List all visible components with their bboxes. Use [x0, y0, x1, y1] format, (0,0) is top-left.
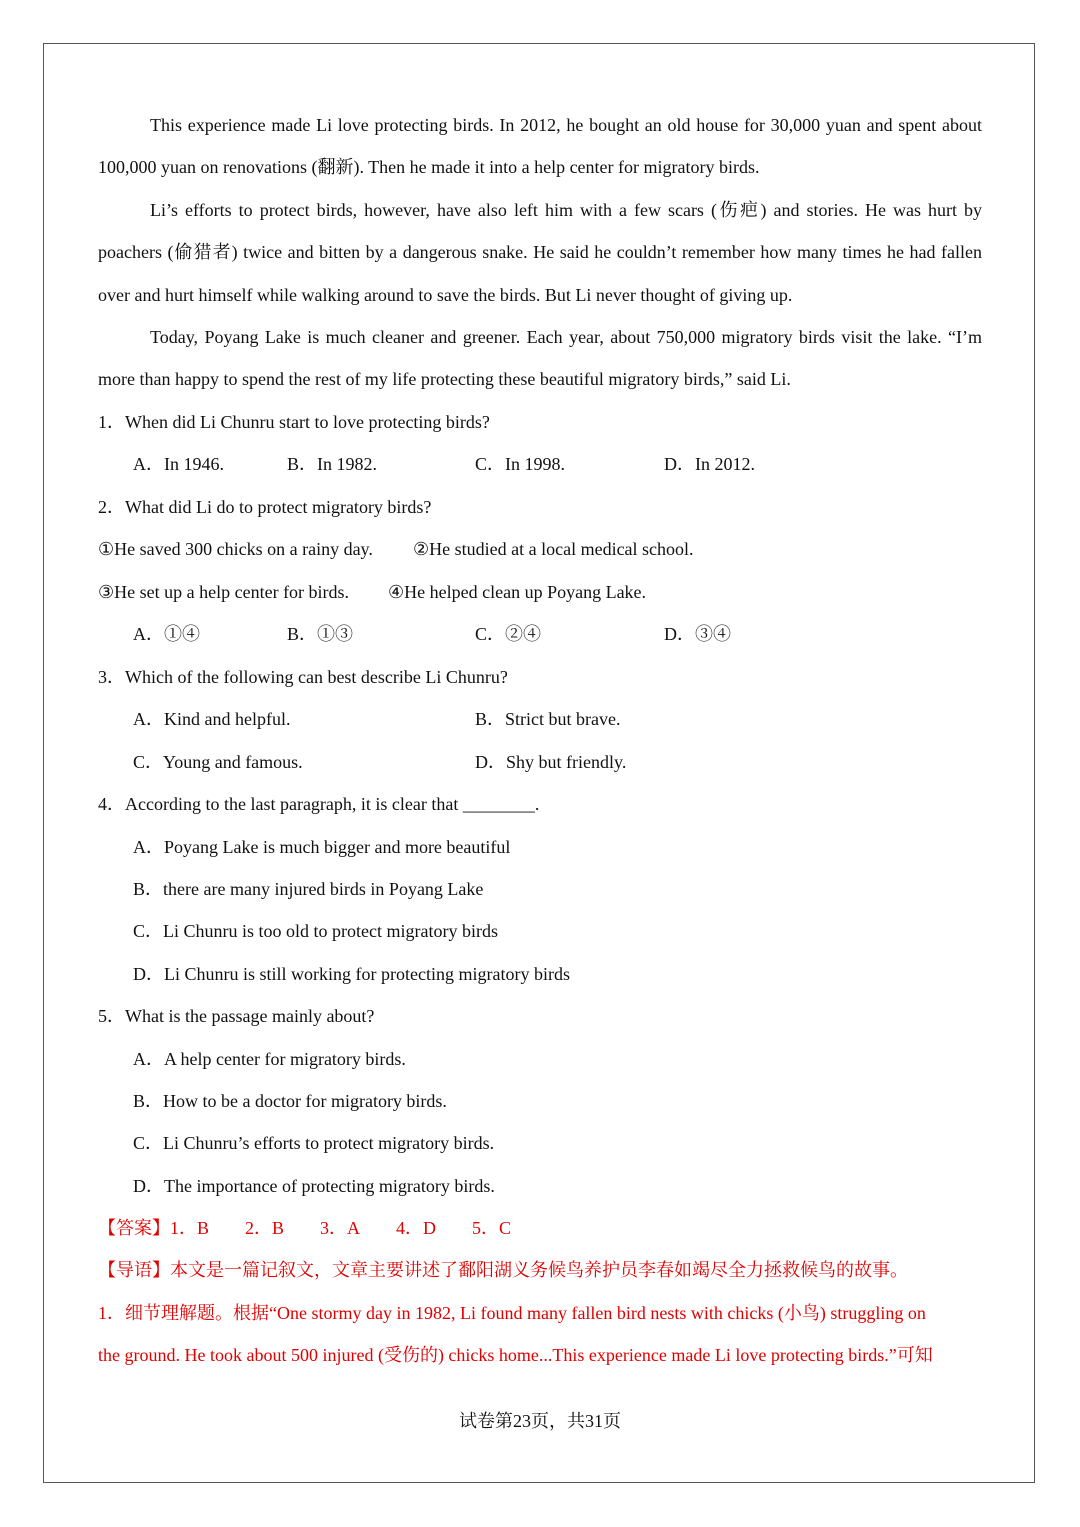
q2-option-a: A．①④: [133, 624, 200, 644]
q5-option-d: D．The importance of protecting migratory birds.: [133, 1176, 495, 1196]
question-5: 5．What is the passage mainly about?: [98, 1006, 375, 1026]
answer-line: [98, 1217, 511, 1239]
q5-option-a: A．A help center for migratory birds.: [133, 1049, 406, 1069]
question-1: 1．When did Li Chunru start to love protecting birds?: [98, 412, 490, 432]
q4-option-d: D．Li Chunru is still working for protecting migratory birds: [133, 964, 570, 984]
guide-text: 【导语】本文是一篇记叙文，文章主要讲述了鄱阳湖义务候鸟养护员李春如竭尽全力拯救候鸟的故事。: [98, 1260, 908, 1280]
question-2: 2．What did Li do to protect migratory birds?: [98, 497, 432, 517]
answer-2: 2．B: [245, 1218, 285, 1238]
q2-option-b: B．①③: [287, 624, 354, 644]
page-footer: 试卷第23页，共31页: [459, 1411, 621, 1431]
q2-option-c: C．②④: [475, 624, 542, 644]
q4-option-c: C．Li Chunru is too old to protect migratory birds: [133, 921, 498, 941]
passage-paragraph-3: Today, Poyang Lake is much cleaner and greener. Each year, about 750,000 migratory birds visit the lake. “I’m more than happy to spend the rest of my life protecting these beautiful migratory birds,” said Li.: [98, 327, 982, 390]
answer-3: 3．A: [320, 1218, 361, 1238]
q2-statement-2: ②He studied at a local medical school.: [413, 539, 694, 559]
q1-option-a: A．In 1946.: [133, 454, 224, 474]
q2-statement-1: ①He saved 300 chicks on a rainy day.: [98, 539, 373, 559]
explanation-line-2: the ground. He took about 500 injured (受伤的) chicks home...This experience made Li love protecting birds.”可知: [98, 1345, 933, 1365]
answer-5: 5．C: [472, 1218, 512, 1238]
answer-4: 4．D: [396, 1218, 437, 1238]
q2-statement-4: ④He helped clean up Poyang Lake.: [388, 582, 647, 602]
answer-1: 1．B: [170, 1218, 210, 1238]
q2-option-d: D．③④: [664, 624, 731, 644]
q4-option-b: B．there are many injured birds in Poyang Lake: [133, 879, 484, 899]
passage-paragraph-1: This experience made Li love protecting birds. In 2012, he bought an old house for 30,000 yuan and spent about 100,000 yuan on renovations (翻新). Then he made it into a help center for migratory birds.: [98, 115, 982, 178]
q3-option-d: D．Shy but friendly.: [475, 752, 627, 772]
q3-option-c: C．Young and famous.: [133, 752, 303, 772]
passage-paragraph-2: Li’s efforts to protect birds, however, have also left him with a few scars (伤疤) and stories. He was hurt by poachers (偷猎者) twice and bitten by a dangerous snake. He said he couldn’t remember how many times he had fallen over and hurt himself while walking around to save the birds. But Li never thought of giving up.: [98, 200, 982, 305]
question-4: 4．According to the last paragraph, it is clear that ________.: [98, 794, 540, 814]
q1-option-c: C．In 1998.: [475, 454, 565, 474]
q5-option-c: C．Li Chunru’s efforts to protect migratory birds.: [133, 1133, 495, 1153]
q1-option-b: B．In 1982.: [287, 454, 377, 474]
q2-statement-3: ③He set up a help center for birds.: [98, 582, 350, 602]
answer-label: 【答案】: [98, 1218, 170, 1238]
q1-option-d: D．In 2012.: [664, 454, 755, 474]
q3-option-b: B．Strict but brave.: [475, 709, 621, 729]
q4-option-a: A．Poyang Lake is much bigger and more beautiful: [133, 837, 511, 857]
q5-option-b: B．How to be a doctor for migratory birds.: [133, 1091, 447, 1111]
q3-option-a: A．Kind and helpful.: [133, 709, 291, 729]
question-3: 3．Which of the following can best describe Li Chunru?: [98, 667, 508, 687]
explanation-line-1: 1．细节理解题。根据“One stormy day in 1982, Li found many fallen bird nests with chicks (小鸟) struggling on: [98, 1303, 926, 1323]
